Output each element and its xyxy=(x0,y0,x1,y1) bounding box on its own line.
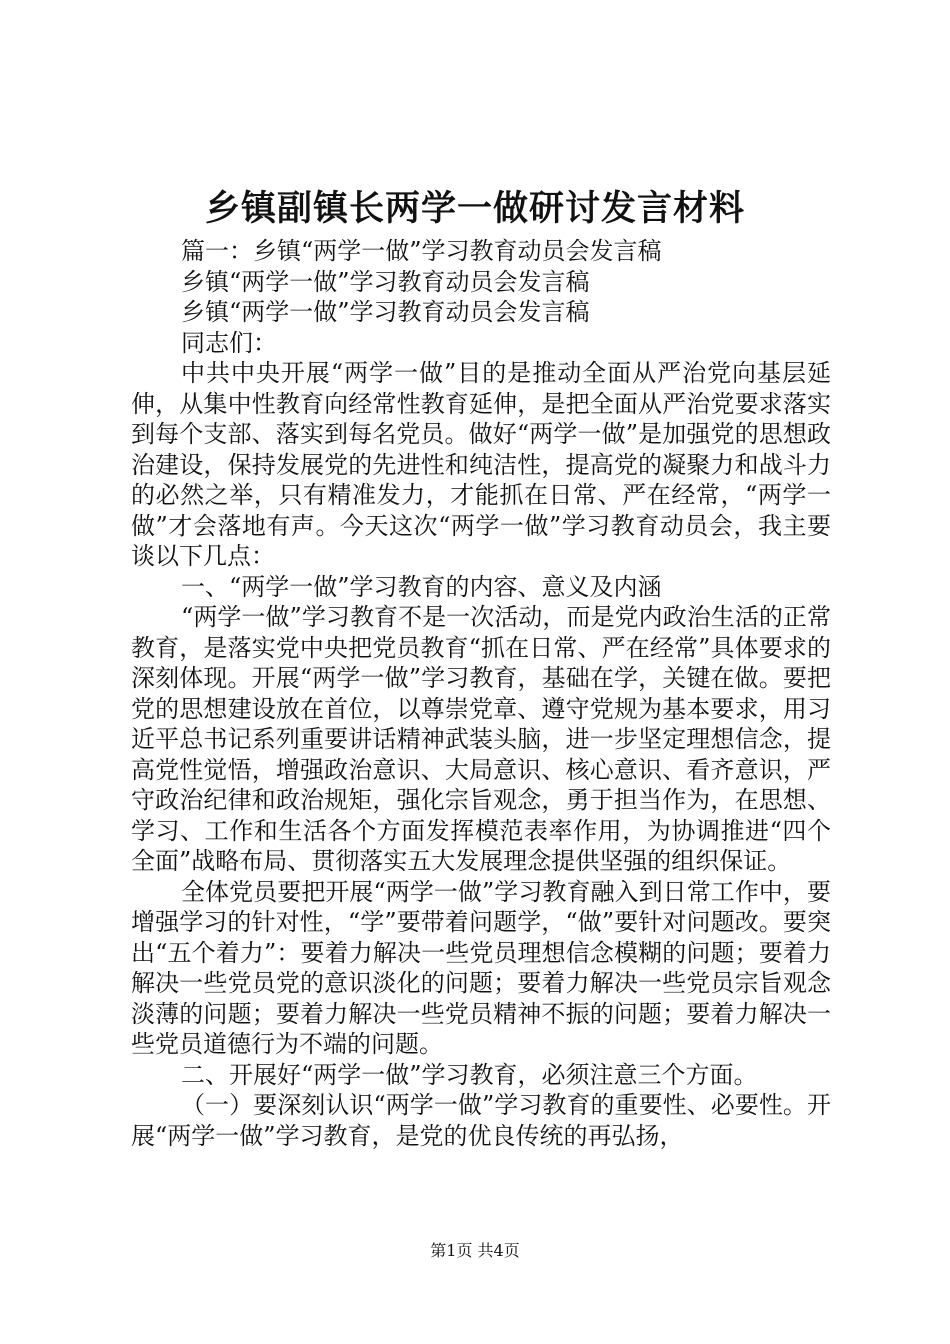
paragraph-intro: 中共中央开展“两学一做”目的是推动全面从严治党向基层延伸，从集中性教育向经常性教育延伸，是把全面从严治党要求落实到每个支部、落实到每名党员。做好“两学一做”是加强党的思想政治建设，保持发展党的先进性和纯洁性，提高党的凝聚力和战斗力的必然之举，只有精准发力，才能抓在日常、严在经常，“两学一做”才会落地有声。今天这次“两学一做”学习教育动员会，我主要谈以下几点： xyxy=(131,359,831,570)
paragraph-content-3: （一）要深刻认识“两学一做”学习教育的重要性、必要性。开展“两学一做”学习教育，是党的优良传统的再弘扬， xyxy=(131,1091,831,1150)
section-heading-2: 二、开展好“两学一做”学习教育，必须注意三个方面。 xyxy=(181,1060,758,1089)
paragraph-salutation: 同志们： xyxy=(181,328,277,357)
paragraph-heading-1: 篇一：乡镇“两学一做”学习教育动员会发言稿 xyxy=(181,237,662,265)
document-body xyxy=(131,236,831,1151)
page-number: 第1页 共4页 xyxy=(430,1241,520,1260)
section-heading-1: 一、“两学一做”学习教育的内容、意义及内涵 xyxy=(181,572,662,601)
document-title: 乡镇副镇长两学一做研讨发言材料 xyxy=(204,188,745,229)
paragraph-content-2: 全体党员要把开展“两学一做”学习教育融入到日常工作中，要增强学习的针对性，“学”要带着问题学，“做”要针对问题改。要突出“五个着力”：要着力解决一些党员理想信念模糊的问题；要着力解决一些党员党的意识淡化的问题；要着力解决一些党员宗旨观念淡薄的问题；要着力解决一些党员精神不振的问题；要着力解决一些党员道德行为不端的问题。 xyxy=(131,877,831,1058)
paragraph-subtitle-1: 乡镇“两学一做”学习教育动员会发言稿 xyxy=(181,267,590,296)
paragraph-content-1: “两学一做”学习教育不是一次活动，而是党内政治生活的正常教育，是落实党中央把党员教育“抓在日常、严在经常”具体要求的深刻体现。开展“两学一做”学习教育，基础在学，关键在做。要把党的思想建设放在首位，以尊崇党章、遵守党规为基本要求，用习近平总书记系列重要讲话精神武装头脑，进一步坚定理想信念，提高党性觉悟，增强政治意识、大局意识、核心意识、看齐意识，严守政治纪律和政治规矩，强化宗旨观念，勇于担当作为，在思想、学习、工作和生活各个方面发挥模范表率作用，为协调推进“四个全面”战略布局、贯彻落实五大发展理念提供坚强的组织保证。 xyxy=(131,603,831,875)
paragraph-subtitle-2: 乡镇“两学一做”学习教育动员会发言稿 xyxy=(181,298,590,326)
